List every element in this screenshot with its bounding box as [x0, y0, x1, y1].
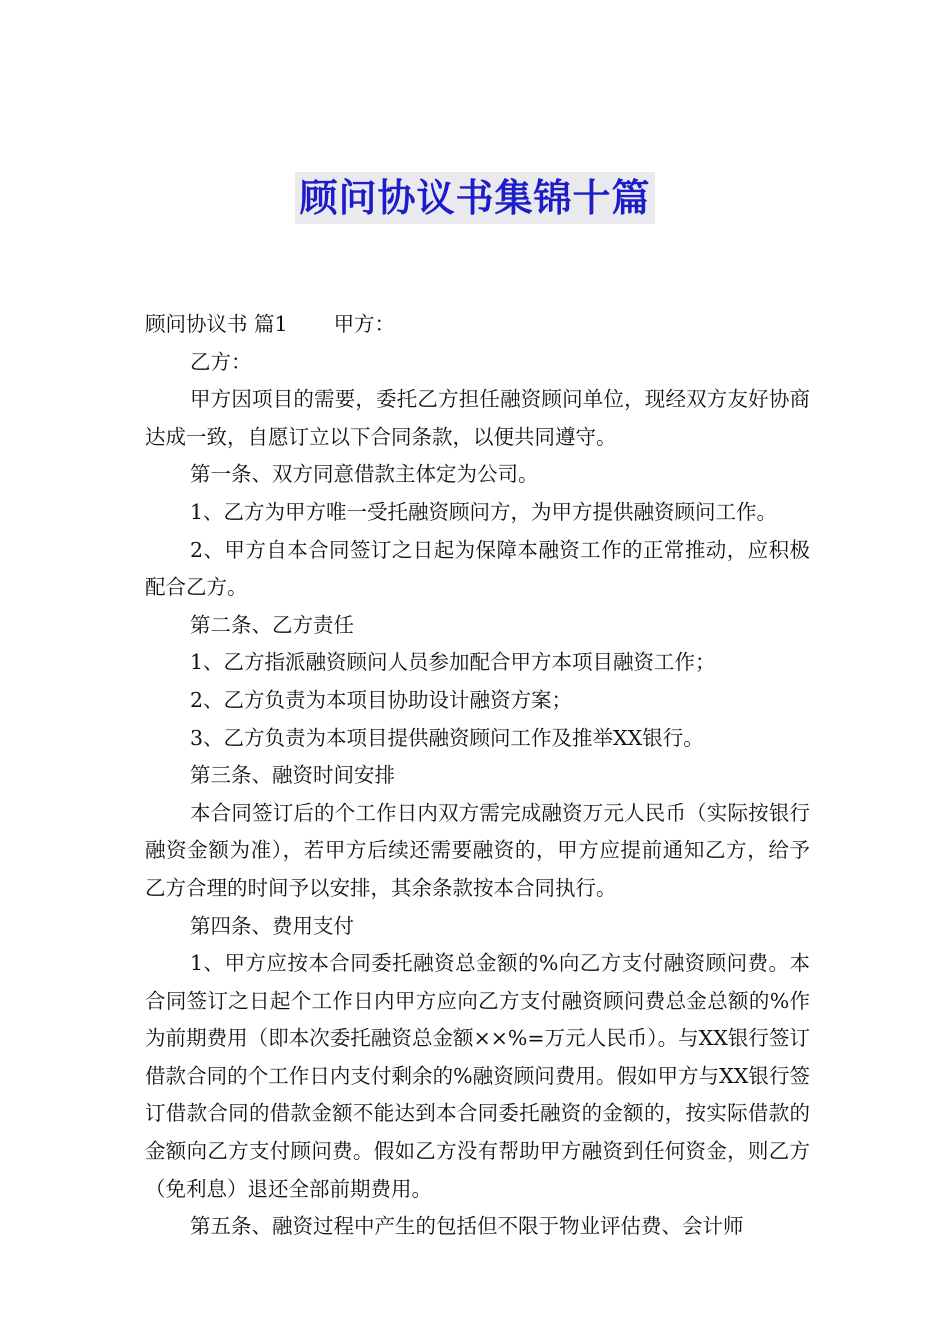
document-body: [145, 306, 810, 1246]
clause-5-heading: 第五条、融资过程中产生的包括但不限于物业评估费、会计师: [190, 1214, 744, 1239]
title-block: [0, 172, 950, 224]
document-title: 顾问协议书集锦十篇: [295, 172, 654, 224]
clause-1-item-1: 1、乙方为甲方唯一受托融资顾问方，为甲方提供融资顾问工作。: [190, 499, 778, 524]
clause-2-item-3: 3、乙方负责为本项目提供融资顾问工作及推举XX银行。: [190, 725, 704, 750]
clause-2-item-1: 1、乙方指派融资顾问人员参加配合甲方本项目融资工作；: [190, 650, 716, 675]
clause-1-item-2: 2、甲方自本合同签订之日起为保障本融资工作的正常推动，应积极配合乙方。: [145, 537, 810, 600]
intro-paragraph: 甲方因项目的需要，委托乙方担任融资顾问单位，现经双方友好协商达成一致，自愿订立以下合同条款，以便共同遵守。: [145, 387, 810, 449]
article-heading: 顾问协议书 篇1: [145, 312, 288, 336]
party-a-label: 甲方：: [333, 312, 396, 336]
clause-3-body: 本合同签订后的个工作日内双方需完成融资万元人民币（实际按银行融资金额为准），若甲方后续还需要融资的，甲方应提前通知乙方，给予乙方合理的时间予以安排，其余条款按本合同执行。: [145, 800, 810, 900]
clause-4-item-1: 1、甲方应按本合同委托融资总金额的%向乙方支付融资顾问费。本合同签订之日起个工作日内甲方应向乙方支付融资顾问费总金总额的%作为前期费用（即本次委托融资总金额××%=万元人民币）。与XX银行签订借款合同的个工作日内支付剩余的%融资顾问费用。假如甲方与XX银行签订借款合同的借款金额不能达到本合同委托融资的金额的，按实际借款的金额向乙方支付顾问费。假如乙方没有帮助甲方融资到任何资金，则乙方（免利息）退还全部前期费用。: [145, 951, 810, 1201]
party-b-label: 乙方：: [190, 349, 252, 374]
clause-2-heading: 第二条、乙方责任: [190, 612, 354, 637]
section-heading: [145, 306, 810, 344]
clause-4-heading: 第四条、费用支付: [190, 913, 354, 938]
clause-3-heading: 第三条、融资时间安排: [190, 763, 395, 788]
clause-2-item-2: 2、乙方负责为本项目协助设计融资方案；: [190, 687, 573, 712]
clause-1-heading: 第一条、双方同意借款主体定为公司。: [190, 462, 539, 487]
